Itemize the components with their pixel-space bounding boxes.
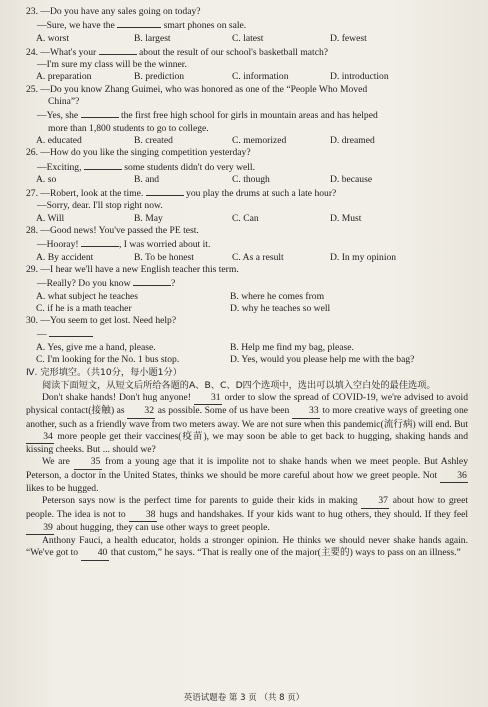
question-line: 25. —Do you know Zhang Guimei, who was honored as one of the “People Who Moved [26,83,368,95]
option: A. worst [36,32,70,44]
answer-blank [81,237,119,247]
blank-number: 38 [129,509,157,522]
section-instructions: 阅读下面短文，从短文后所给各题的A、B、C、D四个选项中，选出可以填入空白处的最佳选项。 [42,379,436,391]
question-28 [26,225,468,264]
option: A. educated [36,134,82,146]
option: C. Can [232,212,259,224]
option-row [26,342,468,354]
option: B. Help me find my bag, please. [230,341,354,353]
option: A. so [36,173,57,185]
option: B. where he comes from [230,290,325,302]
question-line: —Yes, she the first free high school for girls in mountain areas and has helped [37,110,378,122]
question-number: 24. [26,46,41,58]
question-line: —Hooray! , I was worried about it. [37,239,211,251]
question-number: 30. [26,315,41,327]
option-row [26,303,468,315]
question-number: 28. [26,225,41,237]
question-27 [26,186,468,225]
option: C. if he is a math teacher [36,302,132,314]
passage-paragraph: We are 35 from a young age that it is impolite not to shake hands when we meet people. But Ashley Peterson, a doctor in the United States, thinks we should be more careful about how we greet people. Not 36 likes to be hugged. [26,456,468,494]
option: C. I'm looking for the No. 1 bus stop. [36,354,180,366]
option: B. and [134,173,160,185]
answer-blank [146,186,184,196]
blank-number: 31 [194,392,222,405]
question-line: 27. —Robert, look at the time. you play the drums at such a late hour? [26,188,337,200]
question-line: China”? [48,96,80,108]
question-line: — [26,327,468,341]
option: A. By accident [36,251,94,263]
question-line: 23. —Do you have any sales going on today? [26,6,201,17]
question-line: —Exciting, some students didn't do very well. [37,161,256,173]
question-number: 27. [26,188,41,200]
question-line: —I'm sure my class will be the winner. [37,59,187,71]
question-24 [26,45,468,84]
question-line: —Sorry, dear. I'll stop right now. [37,200,163,212]
question-number: 25. [26,83,41,95]
option: D. why he teaches so well [230,302,331,314]
option-row [26,252,468,264]
option: A. Will [36,212,65,224]
blank-number: 32 [127,405,155,418]
option-row [26,33,468,45]
blank-number: 33 [292,405,320,418]
answer-blank [81,108,119,118]
question-line: 29. —I hear we'll have a new English teacher this term. [26,263,239,275]
answer-blank [117,18,161,28]
option: B. May [134,212,163,224]
option: A. preparation [36,71,92,83]
blank-number: 36 [440,470,468,483]
option-row [26,174,468,186]
option: D. In my opinion [330,251,397,263]
option: A. what subject he teaches [36,290,139,302]
option-row [26,213,468,225]
question-number: 23. [26,6,41,17]
option: A. Yes, give me a hand, please. [36,341,156,353]
question-line: 28. —Good news! You've passed the PE test. [26,225,199,237]
option: B. created [134,134,173,146]
question-line: 30. —You seem to get lost. Need help? [26,315,177,327]
question-line: more than 1,800 students to go to college. [48,122,209,134]
option: D. dreamed [330,134,375,146]
question-23 [26,6,468,45]
blank-number: 40 [81,547,109,560]
answer-blank [99,45,137,55]
question-line: 26. —How do you like the singing competition yesterday? [26,147,251,159]
question-29 [26,264,468,315]
question-30 [26,315,468,366]
blank-number: 35 [74,456,102,469]
option-row [26,135,468,147]
question-number: 29. [26,263,41,275]
page-footer: 英语试题卷 第 3 页 （共 8 页） [183,692,305,703]
question-line: —Really? Do you know ? [37,278,176,290]
option: C. latest [232,32,264,44]
option: C. As a result [232,251,284,263]
option-row [26,291,468,303]
passage-paragraph: Don't shake hands! Don't hug anyone! 31 order to slow the spread of COVID-19, we're advised to avoid physical contact(接触) as 32 as possible. Some of us have been 33 to more creative ways of greeting one another, such as a friendly wave from two meters away. We are not sure when this pandemic(流行病) will end. But 34 more people get their vaccines(疫苗), we may soon be able to get back to hugging, shaking hands and kissing cheeks. But ... should we? [26,391,469,456]
passage-paragraph: Anthony Fauci, a health educator, holds a stronger opinion. He thinks we should never shake hands again. “We've got to 40 that custom,” he says. “That is really one of the major(主要的) ways to pass on an illness.” [26,535,468,561]
answer-blank [133,276,171,286]
section-title: Ⅳ. 完形填空。（共10分，每小题1分） [26,367,182,379]
question-number: 26. [26,147,41,159]
option: D. because [330,173,373,185]
option-row [26,71,468,83]
question-line: —Sure, we have the smart phones on sale. [37,20,247,32]
blank-number: 39 [26,522,54,535]
option: B. prediction [134,71,185,83]
question-line: 24. —What's your about the result of our school's basketball match? [26,46,329,58]
blank-number: 34 [26,431,54,444]
option: B. largest [134,32,171,44]
option-row [26,354,468,366]
question-25 [26,84,468,147]
answer-blank [84,160,122,170]
answer-blank [49,327,93,337]
passage-paragraph: Peterson says now is the perfect time for parents to guide their kids in making 37 about how to greet people. The idea is not to 38 hugs and handshakes. If your kids want to hug others, they should. If they feel 39 about hugging, they can use other ways to greet people. [26,495,468,535]
option: C. memorized [232,134,287,146]
option: D. Must [330,212,362,224]
option: C. information [232,71,289,83]
question-26 [26,147,468,186]
blank-number: 37 [361,495,389,508]
option: B. To be honest [134,251,194,263]
option: D. Yes, would you please help me with the bag? [230,354,415,366]
option: D. introduction [330,71,389,83]
option: C. though [232,173,270,185]
option: D. fewest [330,32,367,44]
